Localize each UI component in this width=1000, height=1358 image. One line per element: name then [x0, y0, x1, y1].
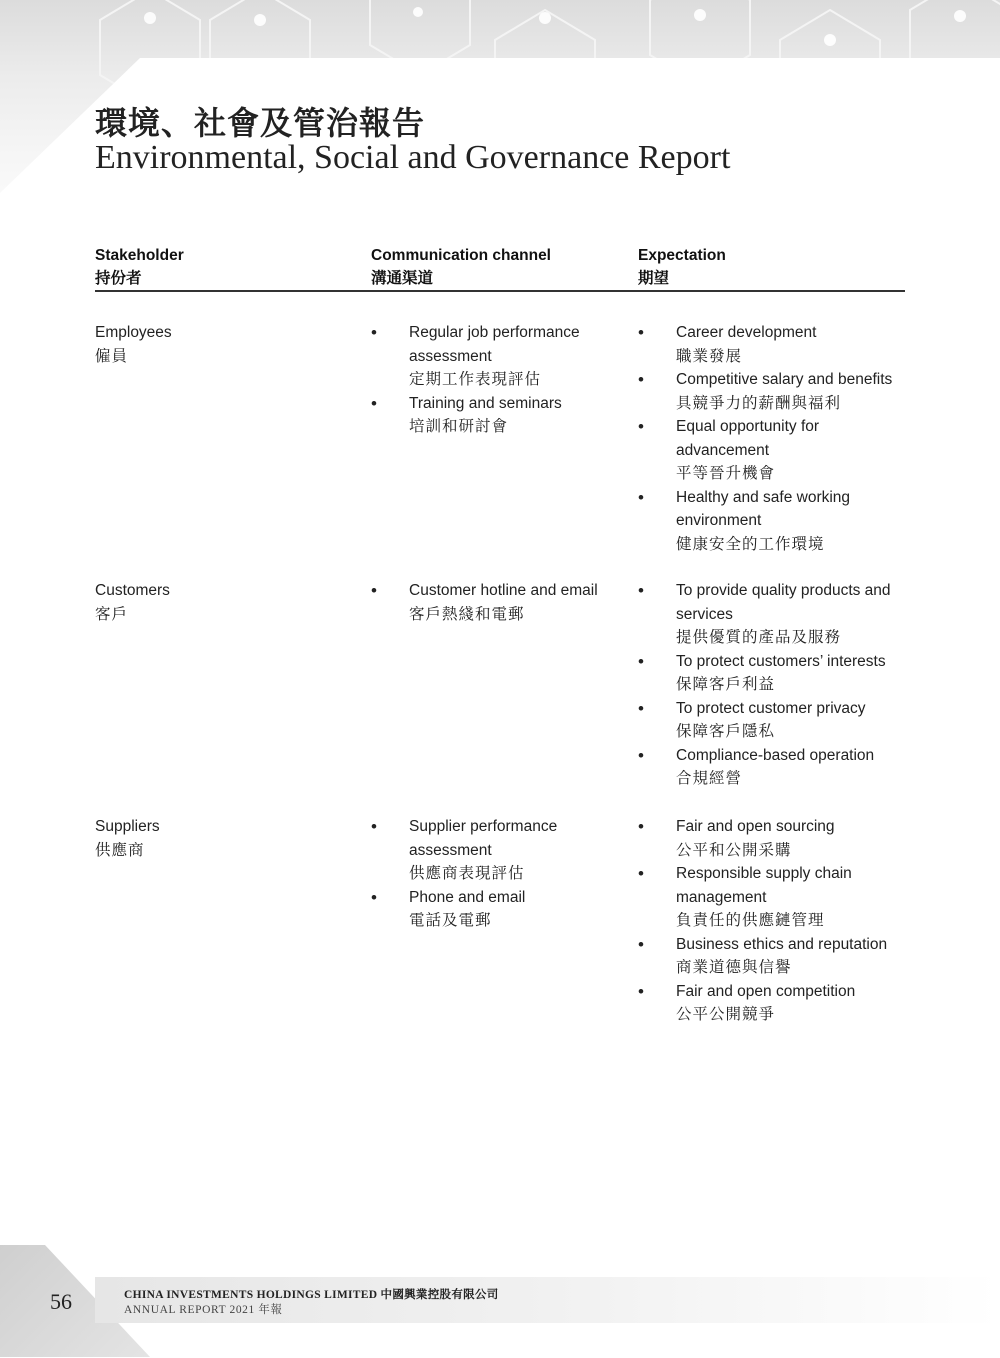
list-item — [371, 392, 633, 439]
item-zh: 平等晉升機會 — [676, 464, 776, 482]
expectation-cell — [638, 815, 900, 1027]
channel-cell — [371, 321, 633, 439]
list-item — [638, 862, 900, 933]
column-header-en: Stakeholder — [95, 247, 184, 264]
item-en: • To protect customers’ interests — [676, 652, 886, 670]
item-en: • Regular job performance assessment — [409, 324, 580, 365]
list-item — [638, 579, 900, 650]
page-title-english: Environmental, Social and Governance Report — [95, 139, 731, 176]
list-item — [638, 415, 900, 486]
item-zh: 健康安全的工作環境 — [676, 534, 825, 553]
item-en: • Fair and open sourcing — [676, 818, 835, 835]
column-header-en: Expectation — [638, 247, 726, 264]
expectation-cell — [638, 579, 900, 791]
item-en: • Customer hotline and email — [409, 582, 598, 599]
list-item — [638, 697, 900, 744]
item-en: • Supplier performance assessment — [409, 818, 558, 859]
item-zh: 提供優質的產品及服務 — [676, 628, 842, 646]
item-zh: 保障客戶隱私 — [676, 722, 776, 740]
item-zh: 培訓和研討會 — [409, 417, 509, 435]
item-en: • Phone and email — [409, 888, 526, 906]
list-item — [638, 744, 900, 791]
column-header-expectation — [638, 244, 726, 290]
item-en: • Responsible supply chain management — [676, 865, 852, 906]
column-header-stakeholder — [95, 244, 184, 290]
list-item — [371, 321, 633, 392]
item-zh: 合規經營 — [676, 769, 743, 787]
item-en: • To provide quality products and services — [676, 582, 891, 623]
list-item — [638, 980, 900, 1027]
footer-company-name: CHINA INVESTMENTS HOLDINGS LIMITED 中國興業控股有限公司 — [124, 1289, 499, 1301]
item-zh: 職業發展 — [676, 346, 743, 365]
item-zh: 公平公開競爭 — [676, 1005, 776, 1023]
channel-cell — [371, 579, 633, 626]
item-zh: 電話及電郵 — [409, 911, 492, 929]
column-header-zh: 期望 — [638, 269, 670, 287]
column-header-communication-channel — [371, 244, 551, 290]
item-zh: 客戶熱綫和電郵 — [409, 604, 525, 623]
item-zh: 商業道德與信譽 — [676, 958, 792, 976]
list-item — [638, 368, 900, 415]
channel-cell — [371, 815, 633, 933]
stakeholder-name-zh: 供應商 — [95, 840, 145, 859]
item-zh: 公平和公開采購 — [676, 840, 792, 859]
list-item — [638, 815, 900, 862]
item-en: • Equal opportunity for advancement — [676, 418, 820, 459]
list-item — [371, 815, 633, 886]
stakeholder-cell — [95, 579, 170, 626]
table-row-employees — [95, 321, 905, 579]
item-en: • To protect customer privacy — [676, 699, 866, 717]
item-en: • Training and seminars — [409, 394, 562, 412]
expectation-cell — [638, 321, 900, 556]
list-item — [638, 321, 900, 368]
page-title-chinese: 環境、社會及管治報告 — [95, 104, 426, 142]
table-row-suppliers — [95, 815, 905, 1035]
item-zh: 保障客戶利益 — [676, 675, 776, 693]
item-en: • Competitive salary and benefits — [676, 371, 893, 388]
list-item — [638, 650, 900, 697]
stakeholder-name-zh: 僱員 — [95, 346, 129, 365]
stakeholder-name-en: Suppliers — [95, 818, 160, 835]
stakeholder-cell — [95, 321, 172, 368]
list-item — [371, 579, 633, 626]
stakeholder-cell — [95, 815, 160, 862]
item-zh: 供應商表現評估 — [409, 864, 525, 882]
item-en: • Fair and open competition — [676, 982, 856, 1000]
item-zh: 定期工作表現評估 — [409, 370, 542, 388]
column-header-zh: 持份者 — [95, 269, 142, 287]
item-en: • Business ethics and reputation — [676, 935, 888, 953]
column-header-zh: 溝通渠道 — [371, 269, 434, 287]
table-row-customers — [95, 579, 905, 815]
item-en: • Career development — [676, 324, 817, 341]
stakeholder-name-en: Customers — [95, 582, 170, 599]
footer-report-name: ANNUAL REPORT 2021 年報 — [124, 1304, 283, 1316]
item-en: • Compliance-based operation — [676, 746, 875, 764]
stakeholder-name-zh: 客戶 — [95, 604, 129, 623]
item-zh: 負責任的供應鏈管理 — [676, 911, 825, 929]
column-header-en: Communication channel — [371, 247, 551, 264]
list-item — [638, 933, 900, 980]
item-zh: 具競爭力的薪酬與福利 — [676, 393, 842, 412]
item-en: • Healthy and safe working environment — [676, 488, 851, 529]
stakeholder-table — [95, 244, 905, 1035]
list-item — [638, 486, 900, 557]
page-number: 56 — [50, 1289, 72, 1314]
table-header — [95, 244, 905, 292]
stakeholder-name-en: Employees — [95, 324, 172, 341]
list-item — [371, 886, 633, 933]
